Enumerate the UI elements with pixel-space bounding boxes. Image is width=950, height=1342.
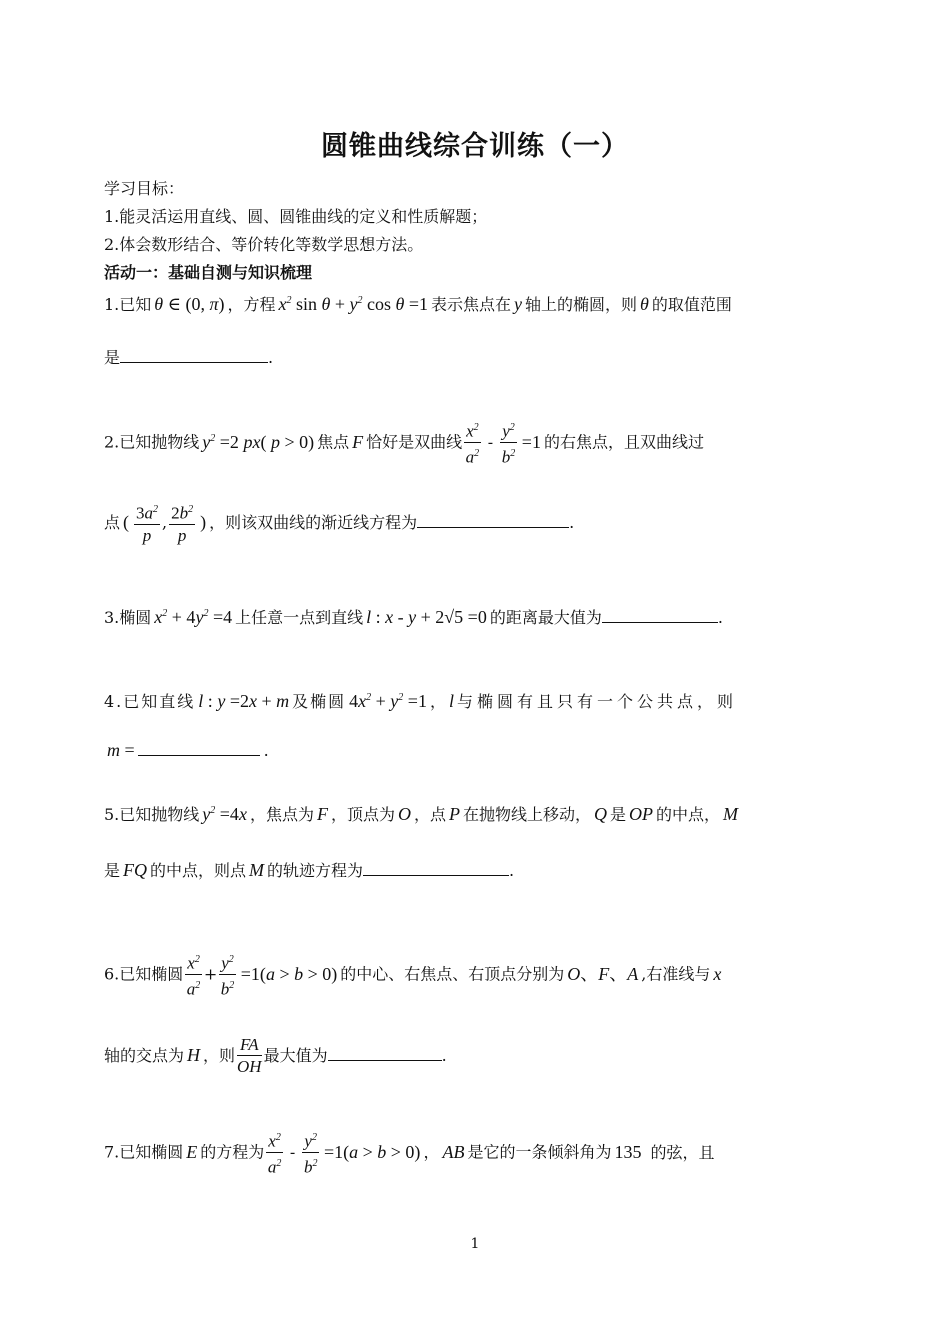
math-expr: H bbox=[187, 1045, 201, 1065]
question-4-line-2: m = . bbox=[107, 740, 269, 760]
math-expr: F bbox=[352, 431, 364, 452]
question-5-line-1: 5.已知抛物线 $y^2 =4x$ ，焦点为 F ，顶点为 O ，点 P 在抛物线上移动， Q 是 OP 的中点， M bbox=[104, 804, 739, 824]
answer-blank[interactable] bbox=[363, 861, 509, 876]
answer-blank[interactable] bbox=[417, 513, 569, 528]
math-expr: O bbox=[397, 804, 411, 824]
question-2-line-1: 2.已知抛物线 $y^2 =2$ px( p > 0) 焦点 F 恰好是双曲线 $\frac{x^2}{a^2}$ - $\frac{y^2}{b^2}$ =1 的右焦点，且双曲线过 bbox=[104, 418, 704, 468]
math-expr: l bbox=[448, 691, 454, 711]
page-title: 圆锥曲线综合训练（一） bbox=[321, 131, 629, 162]
math-expr: θ bbox=[640, 294, 649, 314]
math-expr: x bbox=[713, 963, 722, 984]
math-expr: 135 bbox=[614, 1141, 642, 1162]
math-expr: $x^2$ $\sin \theta + y^2$ cos θ =1 bbox=[278, 294, 429, 314]
math-expr: m = bbox=[107, 740, 135, 760]
question-7-line-1: 7.已知椭圆 E 的方程为 $\frac{x^2}{a^2}$ - $\frac{y^2}{b^2}$ =1(a > b > 0) ， AB 是它的一条倾斜角为 135 的弦，且 bbox=[104, 1128, 714, 1178]
math-expr: P bbox=[448, 804, 460, 824]
goals-heading: 学习目标： bbox=[104, 179, 185, 198]
math-expr: Q bbox=[594, 804, 607, 824]
answer-blank[interactable] bbox=[120, 348, 268, 363]
goal-item: 2.体会数形结合、等价转化等数学思想方法。 bbox=[104, 235, 424, 254]
math-expr: $y^2 =4x$ bbox=[202, 804, 247, 824]
math-fraction: $\frac{x^2}{a^2}$ bbox=[185, 950, 202, 1000]
question-1-line-2: 是 . bbox=[104, 348, 274, 367]
question-3: 3.椭圆 $x^2 + 4y^2 =4$ 上任意一点到直线 l : x - y + 2√5 =0 的距离最大值为 . bbox=[104, 607, 723, 627]
question-1-line-1: 1.已知 θ ∈ (0, π) ，方程 $x^2$ $\sin \theta + y^2$ cos θ =1 表示焦点在 y 轴上的椭圆，则 θ 的取值范围 bbox=[104, 294, 732, 314]
math-fraction: $\frac{3a^2}{p}$ bbox=[134, 500, 160, 547]
math-expr: AB bbox=[442, 1141, 465, 1162]
question-2-line-2: 点 ( $\frac{3a^2}{p}$ , $\frac{2b^2}{p}$ ) ，则该双曲线的渐近线方程为 . bbox=[104, 500, 574, 547]
math-fraction: $\frac{x^2}{a^2}$ bbox=[266, 1128, 283, 1178]
answer-blank[interactable] bbox=[602, 608, 718, 623]
math-expr: E bbox=[186, 1141, 198, 1162]
answer-blank[interactable] bbox=[328, 1046, 442, 1061]
math-expr: =1(a > b > 0) bbox=[240, 963, 338, 984]
question-6-line-2: 轴的交点为 H ，则 $\frac{FA}{OH}$ 最大值为 . bbox=[104, 1035, 447, 1076]
math-expr: FQ bbox=[123, 860, 148, 880]
math-expr: θ ∈ (0, π) bbox=[154, 294, 225, 314]
math-expr: $4x^2 + y^2 =1$ bbox=[349, 691, 427, 711]
math-expr: OP bbox=[629, 804, 654, 824]
math-fraction: $\frac{FA}{OH}$ bbox=[237, 1035, 262, 1076]
question-6-line-1: 6.已知椭圆 $\frac{x^2}{a^2}$ + $\frac{y^2}{b^2}$ =1(a > b > 0) 的中心、右焦点、右顶点分别为 O、F、A ,右准线与 x bbox=[104, 950, 724, 1000]
activity-heading: 活动一：基础自测与知识梳理 bbox=[104, 263, 313, 282]
math-fraction: $\frac{y^2}{b^2}$ bbox=[219, 950, 236, 1000]
math-expr: $x^2 + 4y^2 =4$ bbox=[154, 607, 233, 627]
math-expr: l : y =2x + m bbox=[198, 691, 290, 711]
math-expr: M bbox=[723, 804, 739, 824]
math-fraction: $\frac{y^2}{b^2}$ bbox=[500, 418, 517, 468]
question-5-line-2: 是 FQ 的中点，则点 M 的轨迹方程为 . bbox=[104, 860, 515, 880]
question-4-line-1: 4.已知直线 l : y =2x + m 及椭圆 $4x^2 + y^2 =1$ ， l 与椭圆有且只有一个公共点，则 bbox=[104, 691, 737, 711]
math-expr: O、F、A bbox=[567, 963, 639, 984]
math-fraction: $\frac{x^2}{a^2}$ bbox=[464, 418, 481, 468]
answer-blank[interactable] bbox=[138, 741, 260, 756]
page-number: 1 bbox=[470, 1236, 480, 1252]
math-expr: l : x - y + 2√5 =0 bbox=[366, 607, 487, 627]
math-expr: M bbox=[249, 860, 265, 880]
math-expr: y bbox=[514, 294, 523, 314]
math-expr: =1(a > b > 0) bbox=[323, 1141, 421, 1162]
math-fraction: $\frac{2b^2}{p}$ bbox=[169, 500, 195, 547]
math-fraction: $\frac{y^2}{b^2}$ bbox=[302, 1128, 319, 1178]
goal-item: 1.能灵活运用直线、圆、圆锥曲线的定义和性质解题； bbox=[104, 207, 488, 226]
math-expr: $y^2 =2$ px( p > 0) bbox=[202, 431, 315, 452]
math-expr: F bbox=[316, 804, 328, 824]
